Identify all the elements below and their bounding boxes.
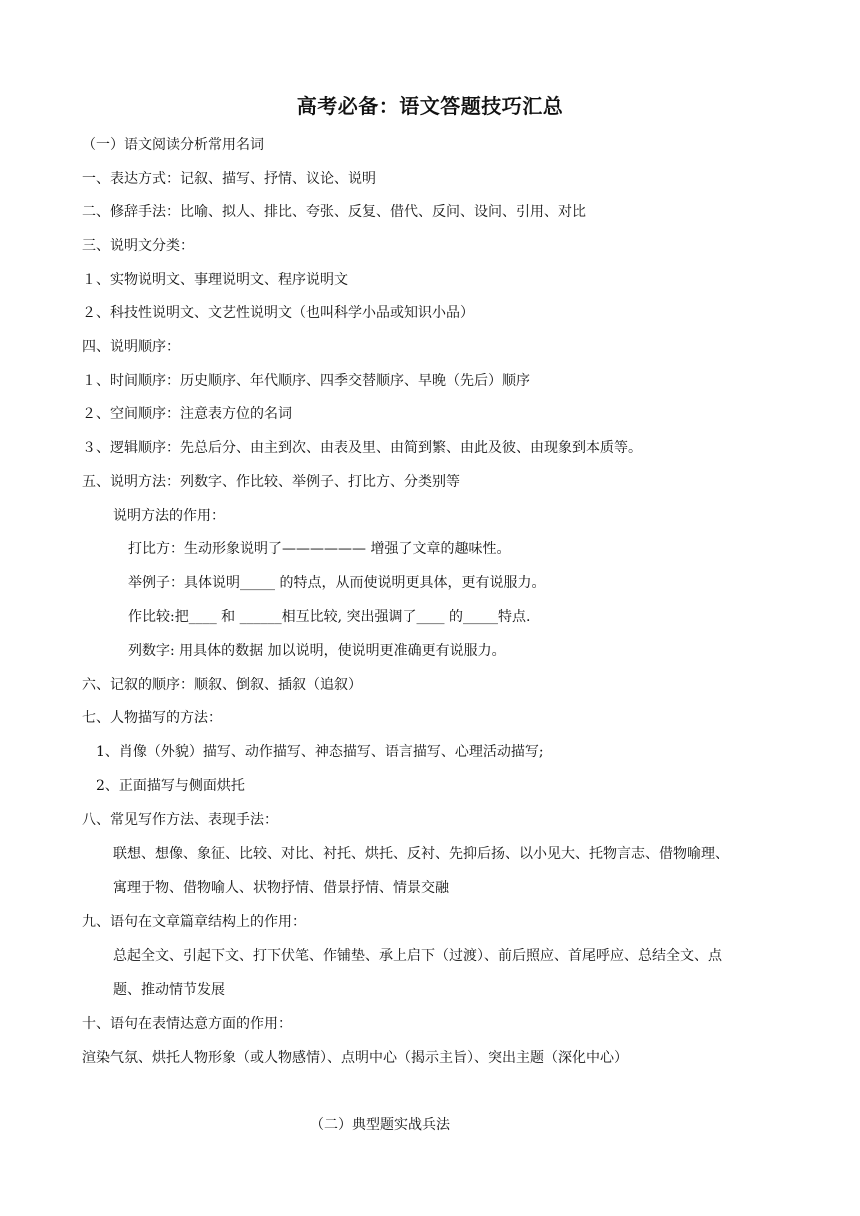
text-line: ２、空间顺序：注意表方位的名词	[82, 406, 292, 422]
text-line: 四、说明顺序：	[82, 339, 180, 355]
text-line: 渲染气氛、烘托人物形象（或人物感情）、点明中心（揭示主旨）、突出主题（深化中心）	[82, 1050, 628, 1066]
text-line: 六、记叙的顺序：顺叙、倒叙、插叙（追叙）	[82, 677, 362, 693]
text-line: 五、说明方法：列数字、作比较、举例子、打比方、分类别等	[82, 474, 460, 490]
text-line: 说明方法的作用：	[113, 508, 225, 524]
text-line: １、时间顺序：历史顺序、年代顺序、四季交替顺序、早晚（先后）顺序	[82, 373, 530, 389]
text-line: 寓理于物、借物喻人、状物抒情、借景抒情、情景交融	[113, 880, 449, 896]
text-line: 1、肖像（外貌）描写、动作描写、神态描写、语言描写、心理活动描写;	[96, 744, 544, 760]
text-line: 2、正面描写与侧面烘托	[96, 778, 245, 794]
text-line: 七、人物描写的方法：	[82, 710, 222, 726]
text-line: 九、语句在文章篇章结构上的作用：	[82, 914, 306, 930]
text-line: 打比方：生动形象说明了—————— 增强了文章的趣味性。	[128, 541, 511, 557]
text-line: 联想、想像、象征、比较、对比、衬托、烘托、反衬、先抑后扬、以小见大、托物言志、借物喻理、	[113, 846, 729, 862]
text-line: ２、科技性说明文、文艺性说明文（也叫科学小品或知识小品）	[82, 305, 474, 321]
text-line: ３、逻辑顺序：先总后分、由主到次、由表及里、由简到繁、由此及彼、由现象到本质等。	[82, 440, 642, 456]
page-title: 高考必备：语文答题技巧汇总	[296, 94, 564, 118]
text-line: 二、修辞手法：比喻、拟人、排比、夸张、反复、借代、反问、设问、引用、对比	[82, 204, 586, 220]
text-line: 作比较:把____ 和 ______相互比较, 突出强调了____ 的_____特点.	[128, 609, 531, 625]
text-line: 十、语句在表情达意方面的作用：	[82, 1016, 292, 1032]
text-line: 举例子：具体说明_____ 的特点，从而使说明更具体，更有说服力。	[128, 575, 546, 591]
text-line: 题、推动情节发展	[113, 982, 225, 998]
text-line: 列数字: 用具体的数据 加以说明，使说明更准确更有说服力。	[128, 643, 506, 659]
text-line: 三、说明文分类：	[82, 238, 194, 254]
text-line: 八、常见写作方法、表现手法：	[82, 812, 278, 828]
section-heading: （一）语文阅读分析常用名词	[82, 137, 264, 153]
text-line: 总起全文、引起下文、打下伏笔、作铺垫、承上启下（过渡）、前后照应、首尾呼应、总结全文、点	[113, 948, 722, 964]
text-line: 一、表达方式：记叙、描写、抒情、议论、说明	[82, 171, 376, 187]
text-line: １、实物说明文、事理说明文、程序说明文	[82, 272, 348, 288]
section-heading: （二）典型题实战兵法	[310, 1117, 450, 1133]
